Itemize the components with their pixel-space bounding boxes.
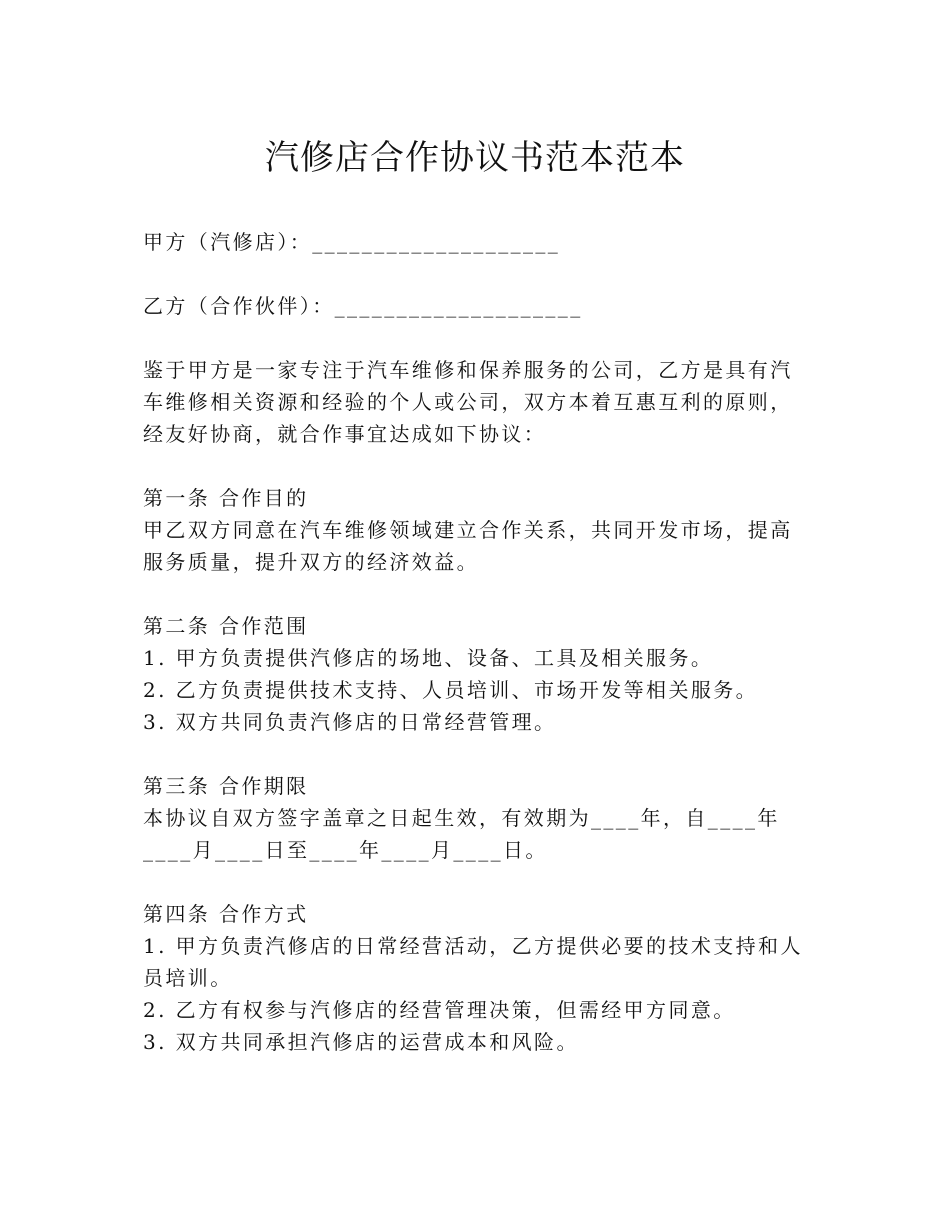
section-heading: 第二条 合作范围 bbox=[143, 614, 309, 638]
preamble-paragraph: 鉴于甲方是一家专注于汽车维修和保养服务的公司，乙方是具有汽车维修相关资源和经验的个人或公司，双方本着互惠互利的原则，经友好协商，就合作事宜达成如下协议： bbox=[143, 358, 793, 446]
section-line: 2. 乙方有权参与汽修店的经营管理决策，但需经甲方同意。 bbox=[143, 998, 736, 1022]
section-4 bbox=[143, 898, 808, 1058]
party-b-line: 乙方（合作伙伴）：____________________ bbox=[143, 294, 583, 318]
section-line: 1. 甲方负责提供汽修店的场地、设备、工具及相关服务。 bbox=[143, 646, 714, 670]
section-line: 甲乙双方同意在汽车维修领域建立合作关系，共同开发市场，提高服务质量，提升双方的经济效益。 bbox=[143, 518, 793, 574]
document-title: 汽修店合作协议书范本范本 bbox=[265, 138, 685, 178]
party-a-line: 甲方（汽修店）：____________________ bbox=[143, 230, 561, 254]
section-line: 2. 乙方负责提供技术支持、人员培训、市场开发等相关服务。 bbox=[143, 678, 759, 702]
section-heading: 第三条 合作期限 bbox=[143, 774, 309, 798]
section-line: 3. 双方共同负责汽修店的日常经营管理。 bbox=[143, 710, 557, 734]
section-line: 3. 双方共同承担汽修店的运营成本和风险。 bbox=[143, 1030, 579, 1054]
section-heading: 第四条 合作方式 bbox=[143, 902, 309, 926]
section-1 bbox=[143, 482, 808, 578]
section-line: 本协议自双方签字盖章之日起生效，有效期为____年，自____年____月____日至____年____月____日。 bbox=[143, 806, 780, 862]
document-body bbox=[143, 226, 808, 1058]
section-3 bbox=[143, 770, 808, 866]
section-2 bbox=[143, 610, 808, 738]
section-line: 1. 甲方负责汽修店的日常经营活动，乙方提供必要的技术支持和人员培训。 bbox=[143, 934, 803, 990]
section-heading: 第一条 合作目的 bbox=[143, 486, 309, 510]
